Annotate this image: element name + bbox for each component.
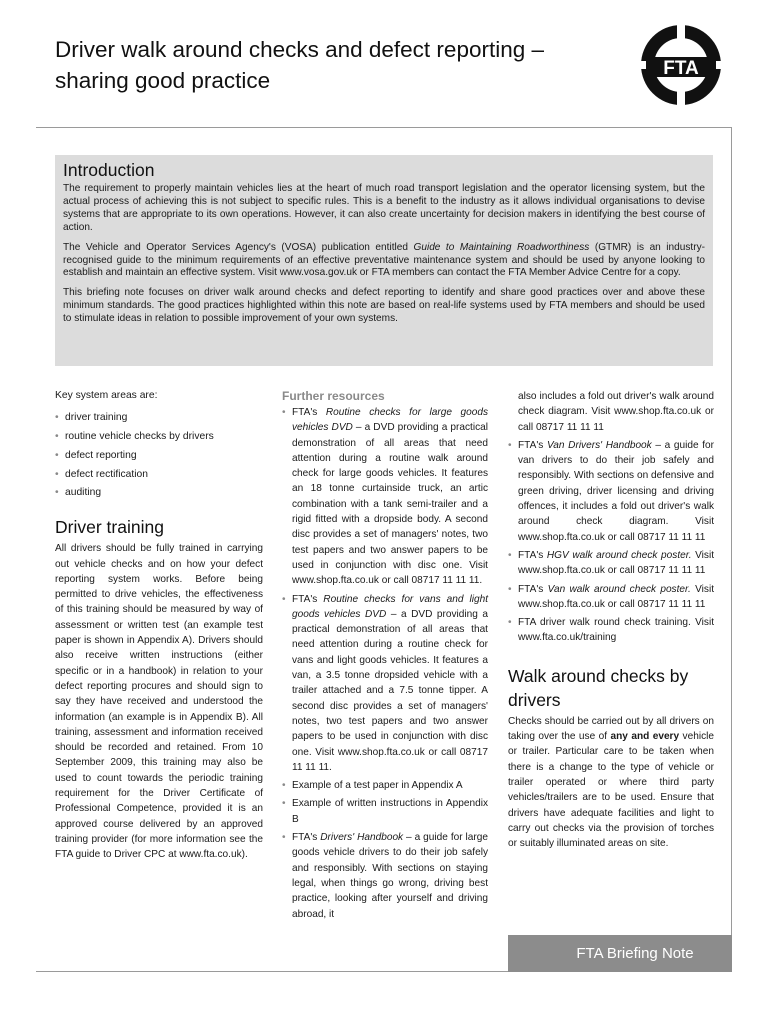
list-item: also includes a fold out driver's walk around check diagram. Visit www.shop.fta.co.uk or call 08717 11 11 11: [518, 391, 714, 433]
list-item: • FTA's Drivers' Handbook – a guide for large goods vehicle drivers to do their job safely and responsibly. With sections on staying legal, when things go wrong, driving best practice, looking after yourself and driving abroad, it: [282, 830, 488, 922]
driver-training-body: All drivers should be fully trained in carrying out vehicle checks and on how your defect reporting system works. Before being permitted to drive vehicles, the effectiveness of this training should be measured by way of assessment or written test (an example test paper is shown in Appendix A). Drivers should also receive written instructions (either specific or in a handbook) in relation to your defect reporting procures and should sign to say they have received and understood the information (an example is in Appendix B). All training, assessment and information received should be recorded and retained. From 10 September 2009, this training may also be used to count towards the periodic training requirement for the Driver Certificate of Professional Competence, provided it is an approved course delivered by an approved training provider (for more information see the FTA guide to Driver CPC at www.fta.co.uk).: [55, 543, 263, 861]
right-rule: [731, 127, 732, 972]
briefing-note-label: FTA Briefing Note: [508, 935, 732, 972]
gtmr-title: Guide to Maintaining Roadworthiness: [413, 241, 590, 253]
intro-paragraph-3: This briefing note focuses on driver walk around checks and defect reporting to identify and share good practices over and above these minimum standards. The good practices highlighted within this note are based on real-life systems used by FTA members and should be used to stimulate ideas in relation to possible improvement of your own systems.: [63, 287, 705, 325]
fta-logo: [640, 24, 722, 106]
key-areas-list: [55, 409, 263, 503]
list-item: • driver training: [55, 409, 263, 428]
column-middle: [282, 388, 488, 925]
introduction-box: [55, 155, 713, 366]
page-title: Driver walk around checks and defect reporting – sharing good practice: [55, 37, 545, 93]
column-left: [55, 388, 263, 863]
introduction-heading: Introduction: [63, 160, 155, 180]
further-resources-heading: Further resources: [282, 389, 385, 403]
intro-paragraph-1: The requirement to properly maintain vehicles lies at the heart of much road transport legislation and the operator licensing system, but the actual process of achieving this is not subject to specific rules. This is a benefit to the industry as it allows individual organisations to devise systems that are appropriate to its own operations. However, it can also create uncertainty for decision makers in identifying the best course of action.: [63, 183, 705, 233]
list-item: • FTA's Van Drivers' Handbook – a guide for van drivers to do their job safely and responsibly. With sections on defensive and green driving, driver licensing and driving offences, it includes a fold out driver's walk around check diagram. Visit www.shop.fta.co.uk or call 08717 11 11 11: [508, 438, 714, 545]
driver-training-heading: Driver training: [55, 517, 164, 538]
logo-text: FTA: [663, 58, 699, 79]
list-item: • FTA's Van walk around check poster. Visit www.shop.fta.co.uk or call 08717 11 11 11: [508, 582, 714, 613]
list-item: • Example of a test paper in Appendix A: [282, 778, 488, 793]
walk-around-heading: Walk around checks by drivers: [508, 665, 689, 710]
resources-list-continued: [508, 389, 714, 646]
list-item: • defect rectification: [55, 466, 263, 485]
list-item: • FTA's Routine checks for vans and light goods vehicles DVD – a DVD providing a practical demonstration of all areas that need attention during a routine check for vans and light goods vehicles. It features a van, a 3.5 tonne dropsided vehicle with a trailer attached and a 7.5 tonne tipper. A second disc provides a set of managers' notes, two test papers and two answer papers to be used in conjunction with disc one. Visit www.shop.fta.co.uk or call 08717 11 11 11.: [282, 592, 488, 776]
key-areas-heading: Key system areas are:: [55, 390, 158, 401]
column-right: [508, 389, 714, 851]
bottom-rule: [36, 971, 508, 972]
list-item: • FTA's Routine checks for large goods vehicles DVD – a DVD providing a practical demonstration of all areas that need attention during a routine walk around check for large goods vehicles. It features an 18 tonne curtainside truck, an artic combination with a tank semi-trailer and a rigid fitted with a dropside body. A second disc provides a set of managers' notes, two test papers and two answer papers to be used in conjunction with disc one. Visit www.shop.fta.co.uk or call 08717 11 11 11.: [282, 405, 488, 589]
walk-around-body: Checks should be carried out by all drivers on taking over the use of any and every vehicle or trailer. Particular care to be taken when there is a change to the type of vehicle or trailer operated or where third party vehicles/trailers are to be used. Ensure that drivers have adequate facilities and light to carry out checks via the provision of torches or suitably illuminated areas on site.: [508, 715, 714, 850]
list-item: • FTA's HGV walk around check poster. Visit www.shop.fta.co.uk or call 08717 11 11 11: [508, 548, 714, 579]
intro-paragraph-2: The Vehicle and Operator Services Agency's (VOSA) publication entitled Guide to Maintaining Roadworthiness (GTMR) is an industry-recognised guide to the minimum requirements of an effective preventative maintenance system and should be used by anyone looking to establish and maintain an effective system. Visit www.vosa.gov.uk or FTA members can contact the FTA Member Advice Centre for a copy.: [63, 241, 705, 279]
top-rule: [36, 127, 732, 128]
list-item: • defect reporting: [55, 447, 263, 466]
resources-list: [282, 405, 488, 922]
list-item: • Example of written instructions in Appendix B: [282, 796, 488, 827]
list-item: • FTA driver walk round check training. Visit www.fta.co.uk/training: [508, 615, 714, 646]
list-item: • routine vehicle checks by drivers: [55, 428, 263, 447]
list-item: • auditing: [55, 484, 263, 503]
